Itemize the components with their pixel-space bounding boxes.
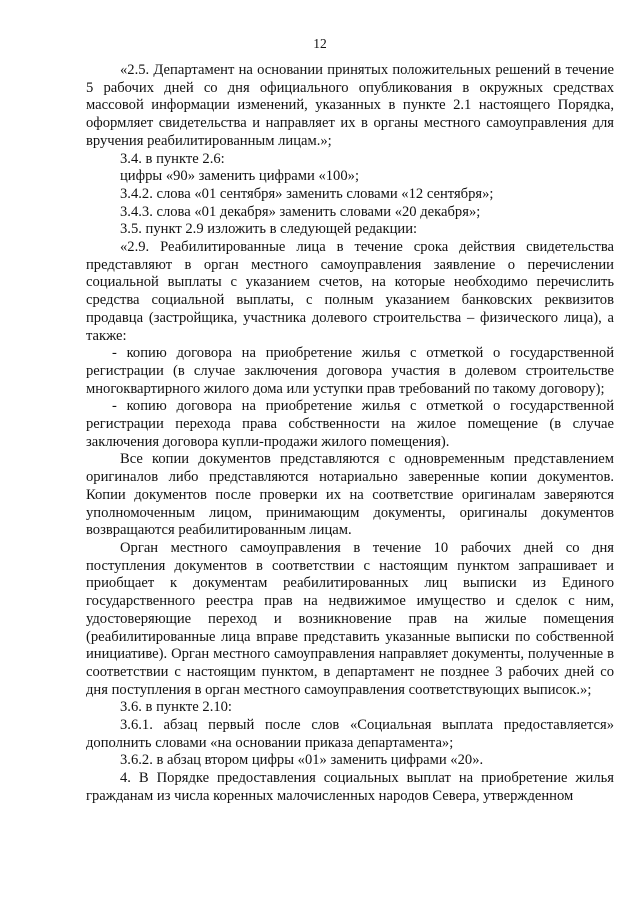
document-body [86, 62, 614, 806]
paragraph-3-5: 3.5. пункт 2.9 изложить в следующей редакции: [120, 221, 418, 238]
paragraph-2-5: «2.5. Департамент на основании принятых положительных решений в течение 5 рабочих дней со дня официального опубликования в окружных средствах массовой информации изменений, указанных в пункте 2.1 настоящего Порядка, оформляет свидетельства и направляет их в органы местного самоуправления для вручения реабилитированным лицам.»; [86, 62, 614, 149]
page-number: 12 [313, 36, 327, 51]
list-item-contract-sale: - копию договора на приобретение жилья с отметкой о государственной регистрации перехода права собственности на жилое помещение (в случае заключения договора купли-продажи жилого помещения). [86, 398, 614, 450]
paragraph-3-6-1: 3.6.1. абзац первый после слов «Социальная выплата предоставляется» дополнить словами «на основании приказа департамента»; [86, 717, 614, 751]
paragraph-copies: Все копии документов представляются с одновременным представлением оригиналов либо представляются нотариально заверенные копии документов. Копии документов после проверки их на соответствие оригиналам заверяются уполномоченным лицом, принимающим документы, оригиналы документов возвращаются реабилитированным лицам. [86, 451, 614, 539]
paragraph-3-4-3: 3.4.3. слова «01 декабря» заменить словами «20 декабря»; [120, 203, 481, 220]
paragraph-4: 4. В Порядке предоставления социальных выплат на приобретение жилья гражданам из числа коренных малочисленных народов Севера, утвержденном [86, 770, 614, 804]
paragraph-3-6-2: 3.6.2. в абзац втором цифры «01» заменить цифрами «20». [120, 752, 484, 769]
paragraph-3-6: 3.6. в пункте 2.10: [120, 699, 232, 716]
paragraph-3-4: 3.4. в пункте 2.6: [120, 150, 225, 167]
list-item-contract-shared: - копию договора на приобретение жилья с отметкой о государственной регистрации (в случае заключения договора участия в долевом строительстве многоквартирного жилого дома или уступки прав требований по такому договору); [86, 345, 614, 397]
paragraph-local-authority: Орган местного самоуправления в течение 10 рабочих дней со дня поступления документов в соответствии с настоящим пунктом запрашивает и приобщает к документам реабилитированных лиц выписки из Единого государственного реестра прав на недвижимое имущество и сделок с ним, удостоверяющие переход и возникновение прав на жилые помещения (реабилитированные лица вправе представить указанные выписки по собственной инициативе). Орган местного самоуправления направляет документы, полученные в соответствии с настоящим пунктом, в департамент не позднее 3 рабочих дней со дня поступления в орган местного самоуправления соответствующих выписок.»; [86, 539, 614, 698]
paragraph-3-4-2: 3.4.2. слова «01 сентября» заменить словами «12 сентября»; [120, 185, 494, 202]
paragraph-3-4-1: цифры «90» заменить цифрами «100»; [120, 168, 360, 185]
paragraph-2-9: «2.9. Реабилитированные лица в течение срока действия свидетельства представляют в орган местного самоуправления заявление о перечислении социальной выплаты с указанием счетов, на которые необходимо перечислить средства социальной выплаты, с полным указанием банковских реквизитов продавца (застройщика, участника долевого строительства – физического лица), а также: [86, 239, 614, 344]
